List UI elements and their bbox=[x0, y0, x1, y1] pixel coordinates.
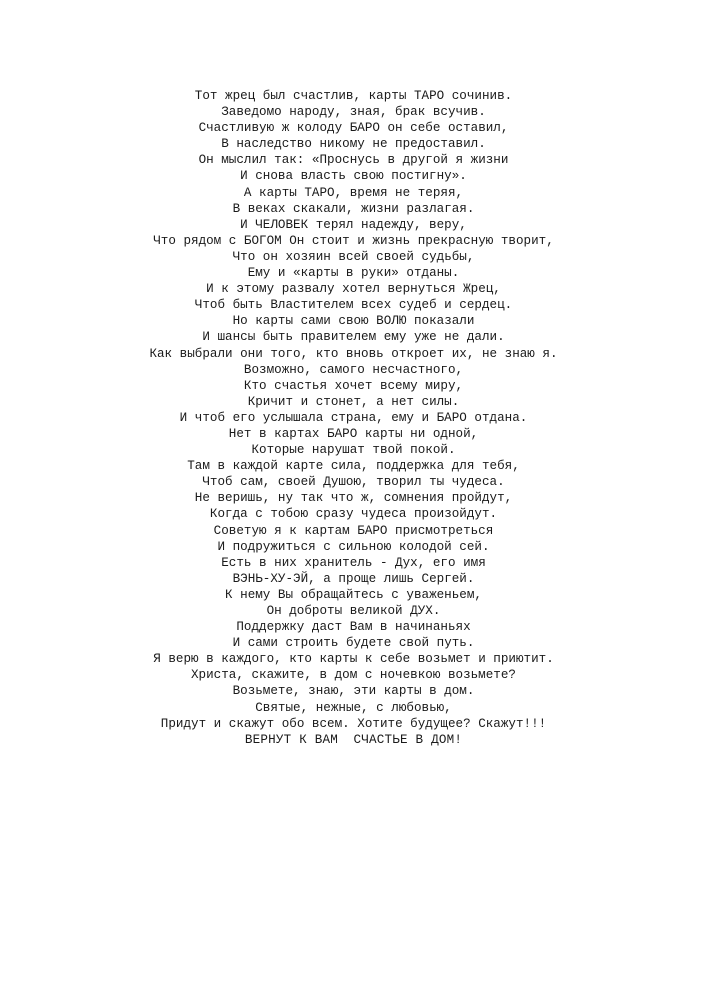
poem-line: И сами строить будете свой путь. bbox=[232, 636, 475, 651]
poem-line: Не веришь, ну так что ж, сомнения пройдут, bbox=[194, 491, 513, 506]
poem-line: Тот жрец был счастлив, карты ТАРО сочинив. bbox=[194, 89, 513, 103]
poem-line: Возможно, самого несчастного, bbox=[243, 362, 464, 377]
poem-line: Возьмете, знаю, эти карты в дом. bbox=[232, 684, 475, 699]
poem-line: Кричит и стонет, а нет силы. bbox=[247, 394, 460, 409]
poem-line: Ему и «карты в руки» отданы. bbox=[247, 266, 460, 281]
poem-line: В веках скакали, жизни разлагая. bbox=[232, 201, 475, 216]
poem-line: Когда с тобою сразу чудеса произойдут. bbox=[209, 507, 498, 522]
poem-line: Я верю в каждого, кто карты к себе возьмет и приютит. bbox=[153, 652, 554, 667]
poem-text bbox=[0, 88, 707, 748]
poem-line: И чтоб его услышала страна, ему и БАРО отдана. bbox=[179, 410, 528, 425]
poem-line: Что он хозяин всей своей судьбы, bbox=[232, 249, 475, 264]
poem-line: Советую я к картам БАРО присмотреться bbox=[213, 523, 494, 538]
poem-line: ВЭНЬ-ХУ-ЭЙ, а проще лишь Сергей. bbox=[232, 571, 475, 586]
poem-line: Как выбрали они того, кто вновь откроет их, не знаю я. bbox=[149, 346, 558, 361]
poem-line: Но карты сами свою ВОЛЮ показали bbox=[232, 314, 475, 329]
poem-line: В наследство никому не предоставил. bbox=[221, 137, 486, 152]
poem-line: Христа, скажите, в дом с ночевкою возьмете? bbox=[191, 668, 516, 683]
poem-line: Есть в них хранитель - Дух, его имя bbox=[221, 555, 486, 570]
poem-line: Святые, нежные, с любовью, bbox=[255, 700, 452, 715]
poem-line: Кто счастья хочет всему миру, bbox=[243, 378, 464, 393]
poem-line: Что рядом с БОГОМ Он стоит и жизнь прекрасную творит, bbox=[153, 233, 554, 248]
poem-line: Поддержку даст Вам в начинаньях bbox=[236, 620, 471, 635]
poem-line: Нет в картах БАРО карты ни одной, bbox=[228, 426, 479, 441]
poem-line: А карты ТАРО, время не теряя, bbox=[243, 185, 464, 200]
poem-line: Придут и скажут обо всем. Хотите будущее? Скажут!!! bbox=[160, 716, 547, 731]
poem-line: Чтоб сам, своей Душою, творил ты чудеса. bbox=[202, 475, 505, 490]
poem-line: И к этому развалу хотел вернуться Жрец, bbox=[206, 282, 501, 297]
poem-closing-line: ВЕРНУТ К ВАМ СЧАСТЬЕ В ДОМ! bbox=[244, 732, 463, 747]
poem-line: Счастливую ж колоду БАРО он себе оставил, bbox=[198, 121, 509, 136]
poem-line: Чтоб быть Властителем всех судеб и сердец. bbox=[194, 298, 513, 313]
poem-line: И ЧЕЛОВЕК терял надежду, веру, bbox=[240, 217, 467, 232]
poem-line: И снова власть свою постигну». bbox=[240, 169, 467, 184]
poem-line: К нему Вы обращайтесь с уваженьем, bbox=[225, 587, 482, 602]
poem-line: Заведомо народу, зная, брак всучив. bbox=[221, 105, 486, 120]
poem-line: Он мыслил так: «Проснусь в другой я жизни bbox=[198, 153, 509, 168]
poem-line: Там в каждой карте сила, поддержка для тебя, bbox=[187, 459, 520, 474]
poem-line: И подружиться с сильною колодой сей. bbox=[217, 539, 490, 554]
poem-line: Которые нарушат твой покой. bbox=[251, 443, 456, 458]
poem-line: И шансы быть правителем ему уже не дали. bbox=[202, 330, 505, 345]
poem-line: Он доброты великой ДУХ. bbox=[266, 604, 441, 618]
